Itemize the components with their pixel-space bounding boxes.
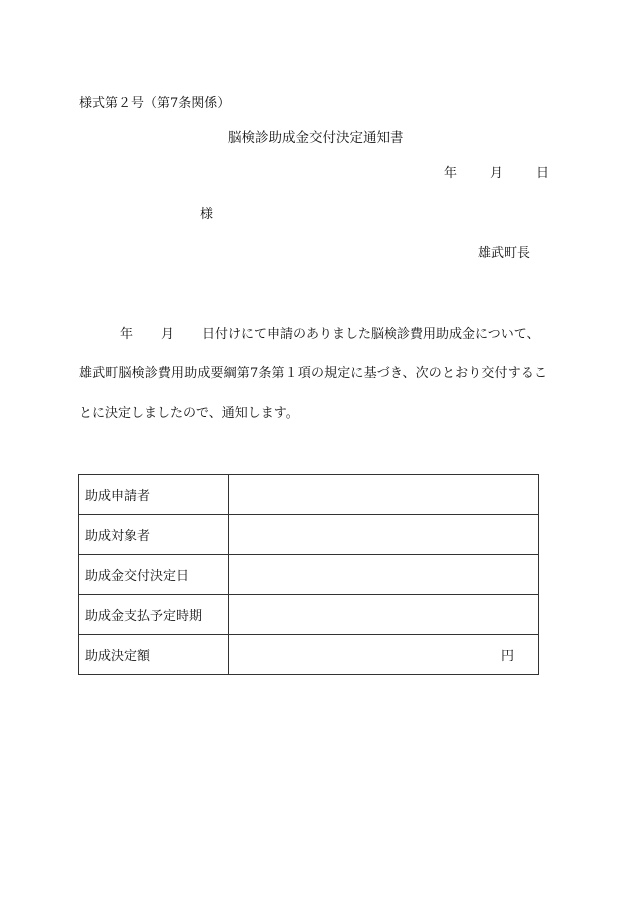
row-label: 助成金交付決定日 [79, 555, 229, 595]
table-row [79, 635, 539, 675]
row-label: 助成対象者 [79, 515, 229, 555]
date-month-label: 月 [490, 166, 504, 181]
form-number: 様式第２号（第7条関係） [79, 96, 231, 111]
table-row [79, 475, 539, 515]
amount-unit: 円 [229, 635, 539, 675]
date-line [444, 166, 549, 182]
body-line-3: とに決定しましたので、通知します。 [79, 406, 299, 421]
addressee-suffix: 様 [200, 207, 214, 222]
body-line-1-text: 日付けにて申請のありました脳検診費用助成金について、 [202, 327, 540, 342]
row-label: 助成申請者 [79, 475, 229, 515]
body-line-1 [120, 327, 540, 343]
row-value [229, 595, 539, 635]
table-row [79, 515, 539, 555]
date-day-label: 日 [536, 166, 550, 181]
table-row [79, 555, 539, 595]
info-table [78, 474, 539, 675]
body-year-label: 年 [120, 327, 134, 342]
row-value [229, 515, 539, 555]
body-month-label: 月 [161, 327, 175, 342]
table-row [79, 595, 539, 635]
row-value [229, 475, 539, 515]
row-label: 助成金支払予定時期 [79, 595, 229, 635]
sender-name: 雄武町長 [478, 246, 531, 261]
body-line-2: 雄武町脳検診費用助成要綱第7条第１項の規定に基づき、次のとおり交付するこ [79, 366, 548, 381]
row-value [229, 555, 539, 595]
date-year-label: 年 [444, 166, 458, 181]
row-label: 助成決定額 [79, 635, 229, 675]
document-title: 脳検診助成金交付決定通知書 [228, 130, 404, 146]
